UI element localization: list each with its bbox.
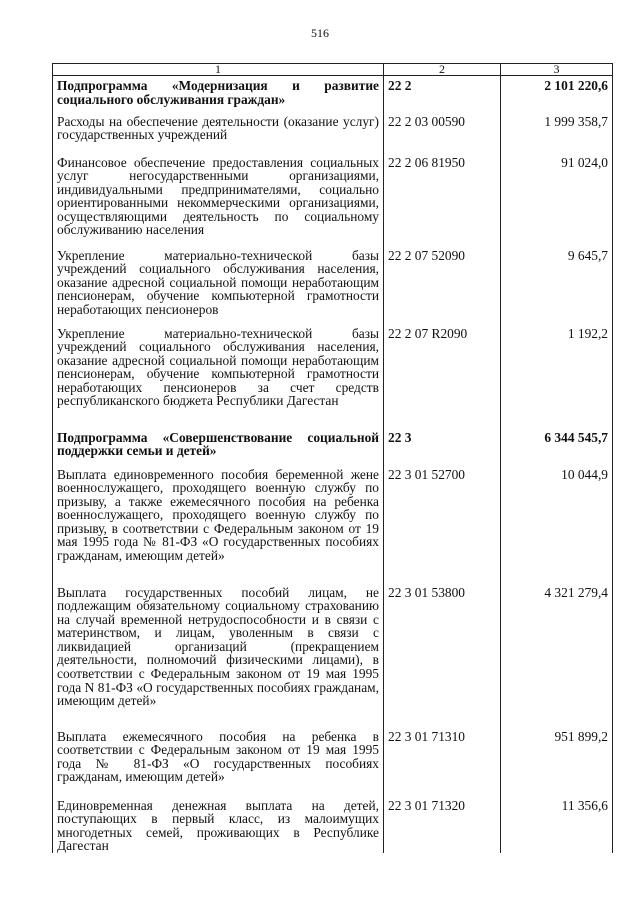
row-code: 22 3 01 52700	[384, 465, 501, 583]
column-header-1: 1	[53, 64, 384, 76]
row-name: Выплата государственных пособий лицам, не подлежащим обязательному социальному страхованию на случай временной нетрудоспособности и в связи с материнством, и лицам, уволенным в связи с ликвидацией организаций (прекращением деятельности, полномочий физическими лицами), в соответствии с Федеральным законом от 19 мая 1995 года N 81-ФЗ «О государственных пособиях гражданам, имеющим детей»	[53, 583, 384, 727]
row-amount: 2 101 220,6	[501, 76, 613, 112]
row-name: Подпрограмма «Модернизация и развитие социального обслуживания граждан»	[53, 76, 384, 112]
row-code: 22 2	[384, 76, 501, 112]
row-code: 22 3 01 53800	[384, 583, 501, 727]
row-name: Выплата ежемесячного пособия на ребенка в соответствии с Федеральным законом от 19 мая 1995 года № 81-ФЗ «О государственных пособиях гражданам, имеющим детей»	[53, 727, 384, 796]
table-row	[53, 583, 613, 727]
table-row	[53, 324, 613, 428]
row-amount: 9 645,7	[501, 246, 613, 324]
column-header-3: 3	[501, 64, 613, 76]
table-row	[53, 246, 613, 324]
budget-table	[52, 63, 613, 853]
table-row	[53, 796, 613, 853]
table-row	[53, 76, 613, 112]
row-name: Укрепление материально-технической базы учреждений социального обслуживания населения, оказание адресной социальной помощи неработающим пенсионерам, обучение компьютерной грамотности неработающих пенсионеров	[53, 246, 384, 324]
page-number: 516	[311, 26, 329, 40]
row-amount: 1 999 358,7	[501, 112, 613, 153]
row-amount: 6 344 545,7	[501, 428, 613, 465]
row-code: 22 3 01 71310	[384, 727, 501, 796]
row-name: Подпрограмма «Совершенствование социальной поддержки семьи и детей»	[53, 428, 384, 465]
row-amount: 11 356,6	[501, 796, 613, 853]
table-header-row	[53, 64, 613, 76]
row-amount: 10 044,9	[501, 465, 613, 583]
row-amount: 91 024,0	[501, 153, 613, 246]
row-code: 22 2 07 R2090	[384, 324, 501, 428]
row-amount: 4 321 279,4	[501, 583, 613, 727]
row-code: 22 3	[384, 428, 501, 465]
row-name: Финансовое обеспечение предоставления социальных услуг негосударственными организациями, индивидуальными предпринимателями, социально ориентированными некоммерческими организациями, осуществляющими деятельность по социальному обслуживанию населения	[53, 153, 384, 246]
row-code: 22 3 01 71320	[384, 796, 501, 853]
row-code: 22 2 07 52090	[384, 246, 501, 324]
row-name: Выплата единовременного пособия беременной жене военнослужащего, проходящего военную службу по призыву, а также ежемесячного пособия на ребенка военнослужащего, проходящего военную службу по призыву, в соответствии с Федеральным законом от 19 мая 1995 года № 81-ФЗ «О государственных пособиях гражданам, имеющим детей»	[53, 465, 384, 583]
table-row	[53, 153, 613, 246]
row-name: Единовременная денежная выплата на детей, поступающих в первый класс, из малоимущих многодетных семей, проживающих в Республике Дагестан	[53, 796, 384, 853]
table-row	[53, 465, 613, 583]
table-row	[53, 112, 613, 153]
column-header-2: 2	[384, 64, 501, 76]
row-code: 22 2 03 00590	[384, 112, 501, 153]
row-amount: 951 899,2	[501, 727, 613, 796]
row-name: Расходы на обеспечение деятельности (оказание услуг) государственных учреждений	[53, 112, 384, 153]
table-row	[53, 428, 613, 465]
table-row	[53, 727, 613, 796]
row-amount: 1 192,2	[501, 324, 613, 428]
row-name: Укрепление материально-технической базы учреждений социального обслуживания населения, оказание адресной социальной помощи неработающим пенсионерам, обучение компьютерной грамотности неработающих пенсионеров за счет средств республиканского бюджета Республики Дагестан	[53, 324, 384, 428]
row-code: 22 2 06 81950	[384, 153, 501, 246]
